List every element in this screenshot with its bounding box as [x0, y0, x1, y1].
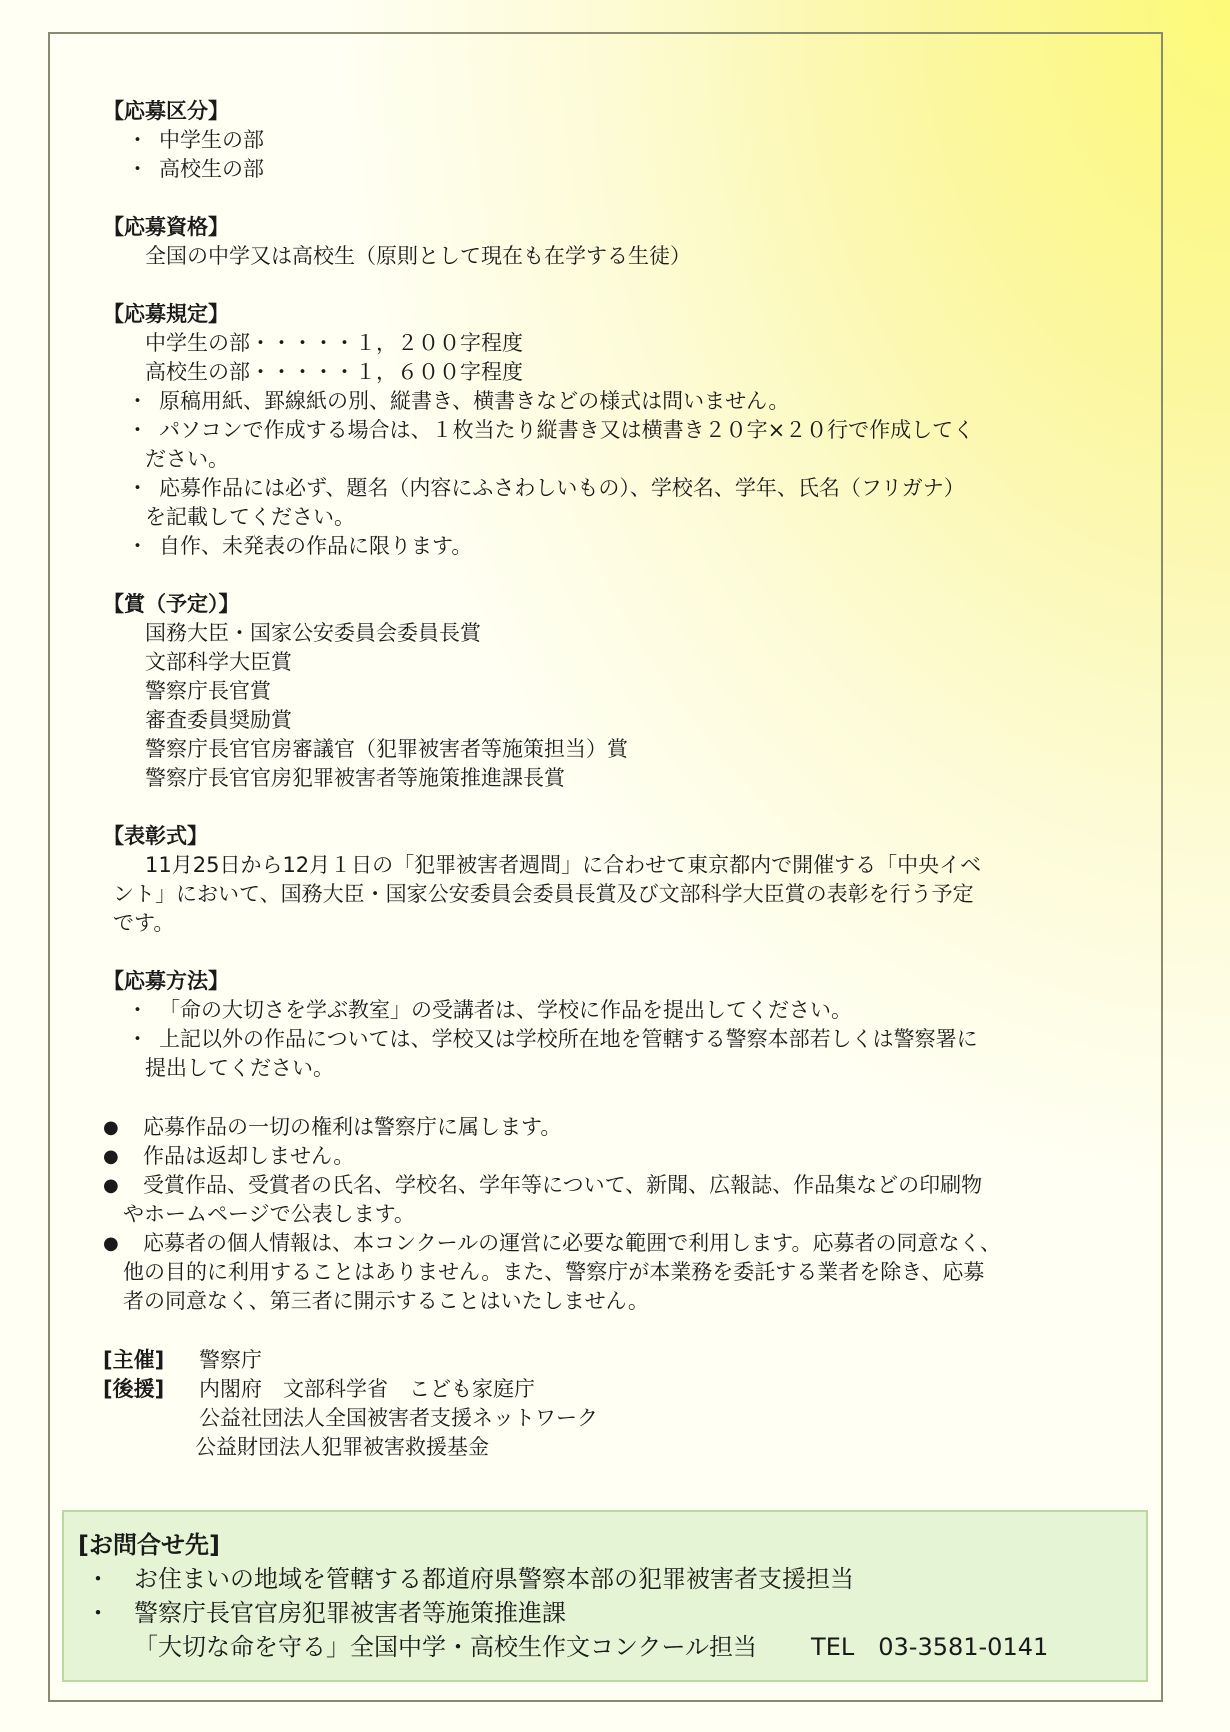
- main-content: [103, 96, 1133, 1490]
- contact-text: お住まいの地域を管轄する都道府県警察本部の犯罪被害者支援担当: [134, 1565, 854, 1593]
- notes-list: [103, 1113, 1133, 1316]
- host-name: 警察庁: [199, 1348, 262, 1372]
- section-ceremony: [103, 821, 1133, 938]
- note-item: [103, 1229, 1133, 1258]
- award-item: 警察庁長官官房審議官（犯罪被害者等施策担当）賞: [145, 737, 628, 761]
- support-label: [後援]: [103, 1377, 165, 1401]
- list-item-text: 中学生の部: [159, 128, 264, 152]
- list-item-continuation: ださい。: [145, 447, 229, 471]
- eligibility-text: 全国の中学又は高校生（原則として現在も在学する生徒）: [145, 244, 691, 268]
- note-text: 作品は返却しません。: [143, 1144, 355, 1168]
- section-heading: 【応募区分】: [103, 99, 229, 123]
- list-item-text: 高校生の部: [159, 157, 264, 181]
- note-text: 応募者の個人情報は、本コンクールの運営に必要な範囲で利用します。応募者の同意なく、: [143, 1231, 1002, 1255]
- list-item-text: 「命の大切さを学ぶ教室」の受講者は、学校に作品を提出してください。: [159, 998, 852, 1022]
- support-name: 公益財団法人犯罪被害救援基金: [195, 1435, 489, 1459]
- contact-text: 「大切な命を守る」全国中学・高校生作文コンクール担当: [134, 1633, 758, 1661]
- list-item: [103, 474, 1133, 503]
- section-heading: 【応募資格】: [103, 215, 229, 239]
- note-continuation: 他の目的に利用することはありません。また、警察庁が本業務を委託する業者を除き、応募: [123, 1260, 985, 1284]
- contact-item-sub: [78, 1630, 1146, 1664]
- award-item: 国務大臣・国家公安委員会委員長賞: [145, 621, 481, 645]
- organizers: [103, 1346, 1133, 1462]
- list-item: [103, 155, 1133, 184]
- length-senior: 高校生の部・・・・・１，６００字程度: [145, 360, 523, 384]
- host-label: [主催]: [103, 1348, 165, 1372]
- list-item: [103, 126, 1133, 155]
- bullet-dot-icon: ●: [103, 1233, 119, 1254]
- contact-text: 警察庁長官官房犯罪被害者等施策推進課: [134, 1599, 566, 1627]
- list-item-text: 自作、未発表の作品に限ります。: [159, 534, 473, 558]
- note-text: 応募作品の一切の権利は警察庁に属します。: [143, 1115, 562, 1139]
- section-eligibility: [103, 212, 1133, 271]
- bullet-mark: ・: [127, 389, 148, 413]
- section-heading: 【応募規定】: [103, 302, 229, 326]
- bullet-mark: ・: [86, 1599, 110, 1627]
- bullet-dot-icon: ●: [103, 1146, 119, 1167]
- note-continuation: 者の同意なく、第三者に開示することはいたしません。: [123, 1289, 649, 1313]
- bullet-mark: ・: [127, 418, 148, 442]
- list-item: [103, 387, 1133, 416]
- ceremony-line: です。: [113, 911, 175, 935]
- phone-number: TEL 03-3581-0141: [811, 1633, 1049, 1661]
- section-rules: [103, 299, 1133, 561]
- support-name: 公益社団法人全国被害者支援ネットワーク: [199, 1406, 598, 1430]
- host-row: [103, 1346, 1133, 1375]
- bullet-mark: ・: [127, 998, 148, 1022]
- list-item-text: パソコンで作成する場合は、１枚当たり縦書き又は横書き２０字×２０行で作成してく: [159, 418, 975, 442]
- list-item-continuation: 提出してください。: [145, 1056, 334, 1080]
- bullet-mark: ・: [127, 1027, 148, 1051]
- note-item: [103, 1142, 1133, 1171]
- list-item: [103, 532, 1133, 561]
- length-junior: 中学生の部・・・・・１，２００字程度: [145, 331, 523, 355]
- note-item: [103, 1171, 1133, 1200]
- list-item-text: 上記以外の作品については、学校又は学校所在地を管轄する警察本部若しくは警察署に: [159, 1027, 978, 1051]
- section-heading: 【表彰式】: [103, 824, 208, 848]
- section-awards: [103, 589, 1133, 793]
- support-name: 内閣府 文部科学省 こども家庭庁: [199, 1377, 535, 1401]
- bullet-mark: ・: [127, 157, 148, 181]
- support-row: [103, 1375, 1133, 1404]
- section-heading: 【賞（予定）】: [103, 592, 240, 616]
- note-item: [103, 1113, 1133, 1142]
- ceremony-line: ント」において、国務大臣・国家公安委員会委員長賞及び文部科学大臣賞の表彰を行う予定: [113, 882, 974, 906]
- award-item: 文部科学大臣賞: [145, 650, 292, 674]
- contact-box: [62, 1510, 1148, 1682]
- list-item: [103, 416, 1133, 445]
- contact-item: [78, 1562, 1146, 1596]
- list-item: [103, 996, 1133, 1025]
- ceremony-line: 11月25日から12月１日の「犯罪被害者週間」に合わせて東京都内で開催する「中央イベ: [145, 853, 982, 877]
- list-item-text: 原稿用紙、罫線紙の別、縦書き、横書きなどの様式は問いません。: [159, 389, 790, 413]
- award-item: 警察庁長官官房犯罪被害者等施策推進課長賞: [145, 766, 565, 790]
- section-method: [103, 966, 1133, 1083]
- bullet-mark: ・: [127, 534, 148, 558]
- note-text: 受賞作品、受賞者の氏名、学校名、学年等について、新聞、広報誌、作品集などの印刷物: [143, 1173, 983, 1197]
- bullet-mark: ・: [127, 128, 148, 152]
- contact-item: [78, 1596, 1146, 1630]
- list-item-continuation: を記載してください。: [145, 505, 355, 529]
- bullet-mark: ・: [127, 476, 148, 500]
- award-item: 審査委員奨励賞: [145, 708, 292, 732]
- list-item-text: 応募作品には必ず、題名（内容にふさわしいもの）、学校名、学年、氏名（フリガナ）: [159, 476, 965, 500]
- note-continuation: やホームページで公表します。: [123, 1202, 415, 1226]
- bullet-dot-icon: ●: [103, 1175, 119, 1196]
- list-item: [103, 1025, 1133, 1054]
- contact-title: [お問合せ先]: [78, 1531, 220, 1559]
- section-heading: 【応募方法】: [103, 969, 229, 993]
- section-category: [103, 96, 1133, 184]
- bullet-dot-icon: ●: [103, 1117, 119, 1138]
- bullet-mark: ・: [86, 1565, 110, 1593]
- award-item: 警察庁長官賞: [145, 679, 271, 703]
